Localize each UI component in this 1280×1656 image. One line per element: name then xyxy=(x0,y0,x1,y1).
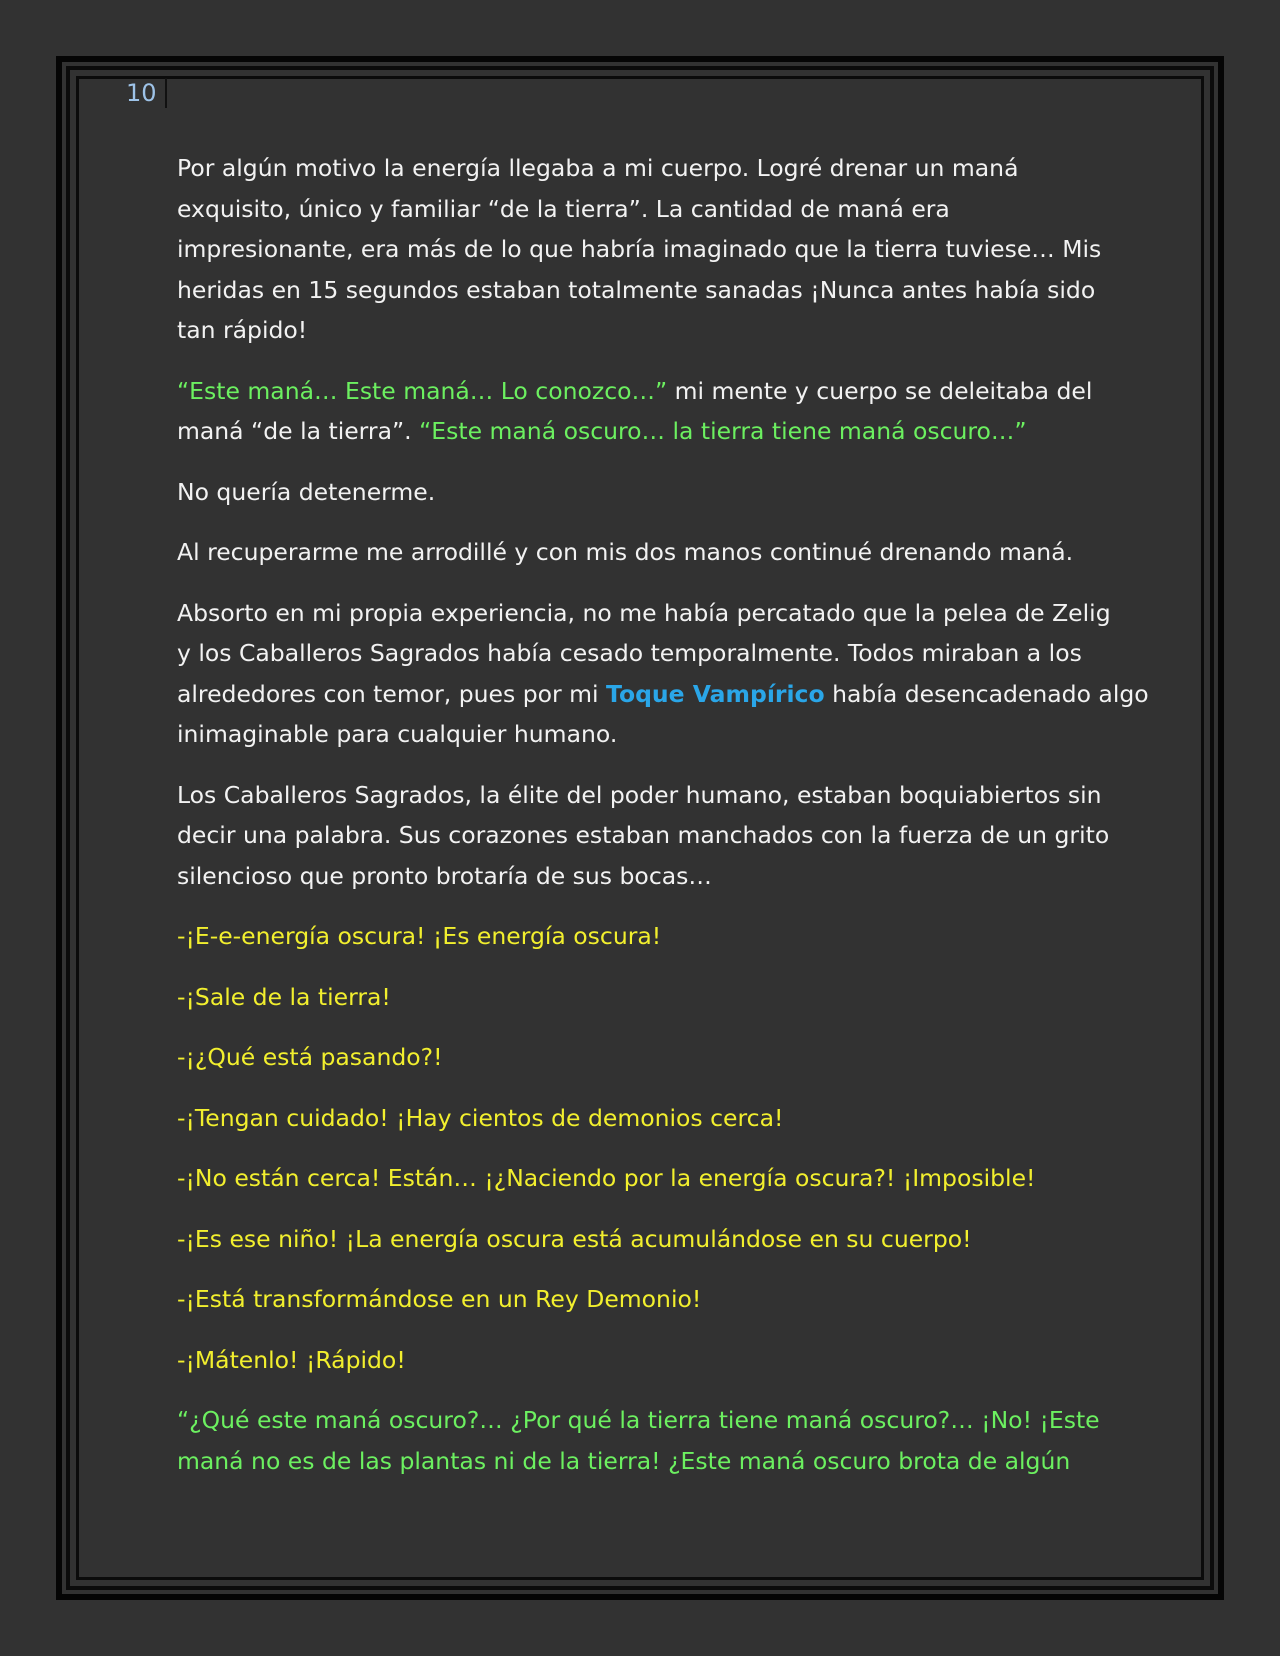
dialogue-line: -¡Es ese niño! ¡La energía oscura está acumulándose en su cuerpo! xyxy=(177,1224,972,1253)
text-line: y los Caballeros Sagrados había cesado temporalmente. Todos miraban a los xyxy=(177,639,1082,667)
text-line: inimaginable para cualquier humano. xyxy=(177,720,618,748)
dialogue-line: -¡E-e-energía oscura! ¡Es energía oscura! xyxy=(177,922,662,950)
text-line: heridas en 15 segundos estaban totalmente sanadas ¡Nunca antes había sido xyxy=(177,275,1096,304)
thought-text: “Este maná… Este maná… Lo conozco…” xyxy=(177,376,668,405)
thought-line: “¿Qué este maná oscuro?… ¿Por qué la tierra tiene maná oscuro?… ¡No! ¡Este xyxy=(177,1406,1100,1434)
paragraph-3 xyxy=(177,472,1117,513)
narration-text: mi mente y cuerpo se deleitaba del xyxy=(667,376,1093,405)
dialogue-line: -¡No están cerca! Están… ¡¿Naciendo por la energía oscura?! ¡Imposible! xyxy=(177,1164,1036,1192)
paragraph-6 xyxy=(177,775,1117,897)
text-line: decir una palabra. Sus corazones estaban manchados con la fuerza de un grito xyxy=(177,821,1110,849)
text-line: tan rápido! xyxy=(177,316,308,344)
dialogue-line: -¡Mátenlo! ¡Rápido! xyxy=(177,1345,406,1374)
text-line xyxy=(177,674,1149,715)
text-line: Absorto en mi propia experiencia, no me había percatado que la pelea de Zelig xyxy=(177,598,1111,627)
paragraph-5 xyxy=(177,593,1149,755)
text-line: No quería detenerme. xyxy=(177,477,436,506)
page-number: 10 xyxy=(126,78,167,108)
text-line xyxy=(177,371,1117,412)
paragraph-4 xyxy=(177,532,1117,573)
text-line xyxy=(177,411,1117,452)
thought-text: “Este maná oscuro… la tierra tiene maná oscuro…” xyxy=(419,417,1027,445)
skill-name: Toque Vampírico xyxy=(606,679,825,708)
dialogue-line: -¡Está transformándose en un Rey Demonio! xyxy=(177,1285,702,1313)
text-line: Por algún motivo la energía llegaba a mi cuerpo. Logré drenar un maná xyxy=(177,154,1019,182)
text-line: exquisito, único y familiar “de la tierra”. La cantidad de maná era xyxy=(177,194,950,223)
page-content xyxy=(177,148,1149,1501)
text-line: Al recuperarme me arrodillé y con mis dos manos continué drenando maná. xyxy=(177,538,1074,566)
narration-text: alrededores con temor, pues por mi xyxy=(177,679,607,708)
text-line: impresionante, era más de lo que habría imaginado que la tierra tuviese… Mis xyxy=(177,235,1102,263)
paragraph-2 xyxy=(177,371,1117,452)
narration-text: maná “de la tierra”. xyxy=(177,417,420,445)
dialogue-line: -¡¿Qué está pasando?! xyxy=(177,1043,443,1071)
thought-line: maná no es de las plantas ni de la tierra! ¿Este maná oscuro brota de algún xyxy=(177,1446,1071,1475)
dialogue-line: -¡Tengan cuidado! ¡Hay cientos de demonios cerca! xyxy=(177,1103,784,1132)
narration-text: había desencadenado algo xyxy=(824,679,1149,708)
text-line: Los Caballeros Sagrados, la élite del poder humano, estaban boquiabiertos sin xyxy=(177,780,1102,809)
final-thought-paragraph xyxy=(177,1400,1117,1481)
text-line: silencioso que pronto brotaría de sus bocas… xyxy=(177,861,712,890)
dialogue-line: -¡Sale de la tierra! xyxy=(177,982,391,1011)
paragraph-1 xyxy=(177,148,1117,351)
